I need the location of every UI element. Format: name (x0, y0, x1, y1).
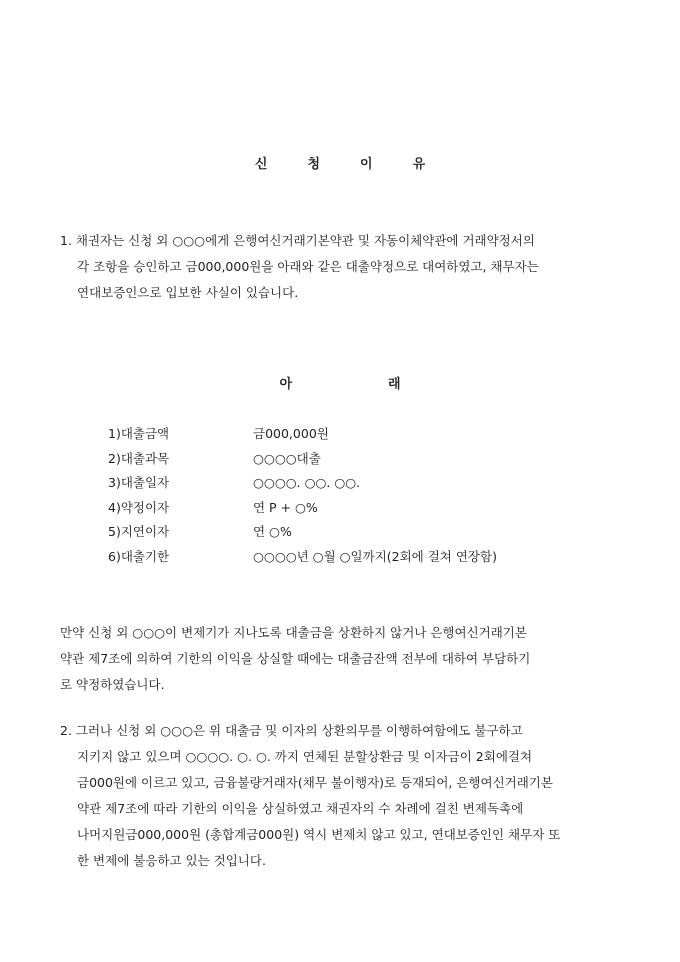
loan-detail-row (108, 496, 588, 521)
loan-detail-value: ○○○○. ○○. ○○. (253, 475, 361, 490)
paragraph-line: 만약 신청 외 ○○○이 변제기가 지나도록 대출금을 상환하지 않거나 은행여신거래기본 (60, 625, 527, 640)
paragraph-line: 연대보증인으로 입보한 사실이 있습니다. (77, 285, 299, 300)
document-title (0, 153, 680, 172)
loan-detail-label: 3)대출일자 (108, 475, 170, 490)
title-char: 유 (412, 157, 426, 172)
loan-detail-label: 6)대출기한 (108, 548, 170, 564)
paragraph-line: 나머지원금000,000원 (총합계금000원) 역시 변제치 않고 있고, 연대보증인인 채무자 또 (77, 827, 561, 842)
loan-detail-row (108, 520, 588, 545)
loan-detail-row (108, 447, 588, 472)
loan-detail-label: 1)대출금액 (108, 426, 170, 441)
loan-details-list (108, 422, 588, 569)
loan-detail-label: 2)대출과목 (108, 450, 170, 466)
loan-detail-value: 금000,000원 (253, 426, 329, 441)
paragraph-line: 약관 제7조에 의하여 기한의 이익을 상실할 때에는 대출금잔액 전부에 대하여 부담하기 (60, 651, 531, 666)
paragraph-line: 로 약정하였습니다. (60, 677, 165, 692)
heading-char: 래 (388, 377, 401, 392)
loan-detail-row (108, 422, 588, 447)
loan-detail-row (108, 545, 588, 570)
paragraph-line: 각 조항을 승인하고 금000,000원을 아래와 같은 대출약정으로 대여하였고, 채무자는 (77, 259, 539, 274)
paragraph-line: 약관 제7조에 따라 기한의 이익을 상실하였고 채권자의 수 차례에 걸친 변제독촉에 (77, 801, 524, 816)
loan-detail-label: 4)약정이자 (108, 499, 170, 515)
loan-detail-value: ○○○○년 ○월 ○일까지(2회에 걸쳐 연장함) (253, 548, 497, 564)
title-char: 이 (360, 157, 373, 172)
loan-detail-value: 연 P + ○% (253, 499, 318, 515)
title-char: 청 (307, 157, 320, 172)
paragraph-line: 금000원에 이르고 있고, 금융불량거래자(채무 불이행자)로 등재되어, 은행여신거래기본 (77, 775, 553, 790)
heading-char: 아 (279, 377, 292, 392)
paragraph-line: 한 변제에 불응하고 있는 것입니다. (77, 853, 266, 868)
paragraph-1 (60, 228, 625, 306)
section-heading (0, 373, 680, 392)
paragraph-line: 지키지 않고 있으며 ○○○○. ○. ○. 까지 연체된 분할상환금 및 이자금이 2회에걸쳐 (77, 749, 533, 764)
loan-detail-value: ○○○○대출 (253, 450, 321, 466)
paragraph-line: 2. 그러나 신청 외 ○○○은 위 대출금 및 이자의 상환의무를 이행하여함에도 불구하고 (60, 723, 523, 738)
paragraph-3 (60, 718, 625, 874)
loan-detail-label: 5)지연이자 (108, 524, 170, 539)
title-char: 신 (254, 157, 268, 172)
loan-detail-row (108, 471, 588, 496)
loan-detail-value: 연 ○% (253, 524, 292, 539)
paragraph-2 (60, 620, 625, 698)
paragraph-line: 1. 채권자는 신청 외 ○○○에게 은행여신거래기본약관 및 자동이체약관에 거래약정서의 (60, 233, 535, 248)
